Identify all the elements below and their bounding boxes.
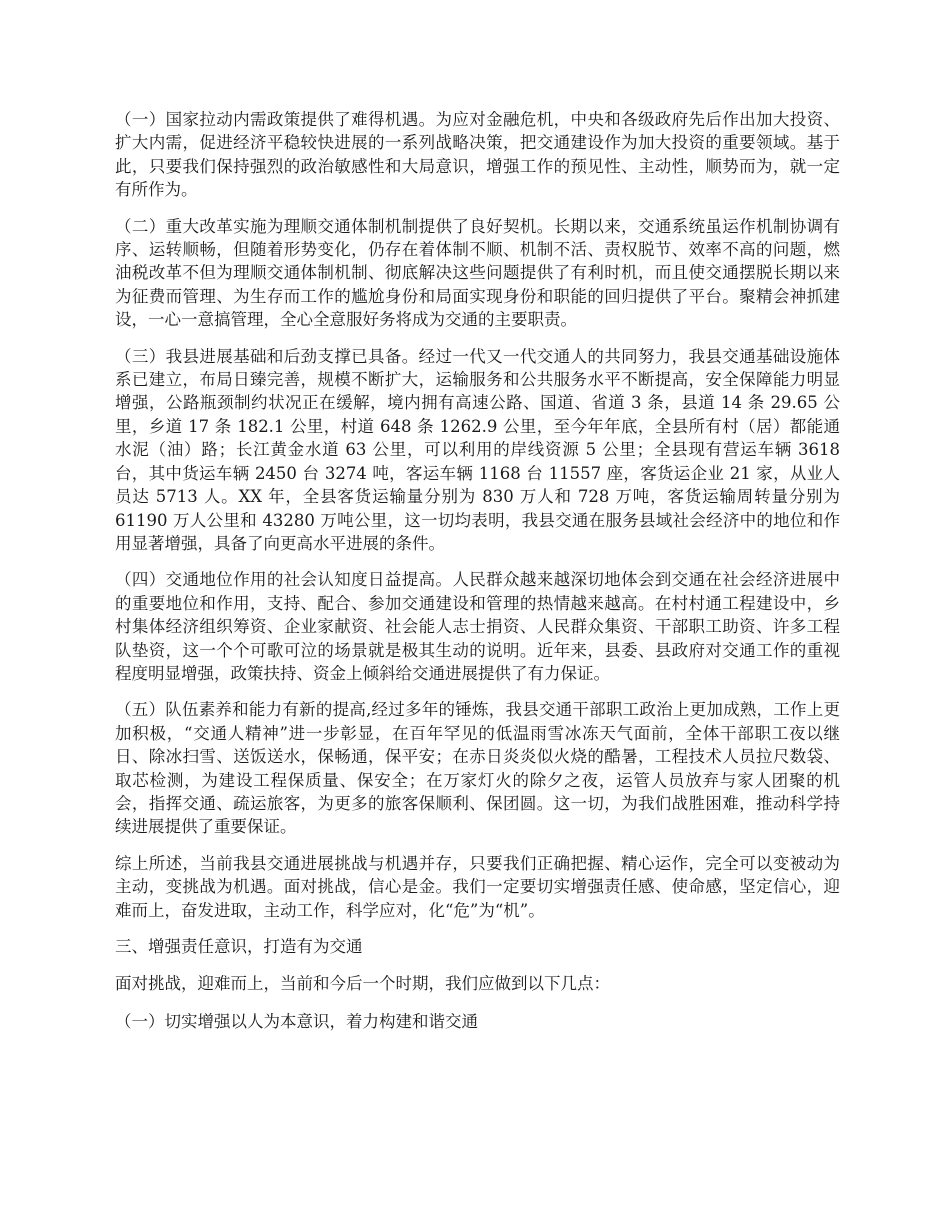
paragraph-opportunity-5: （五）队伍素养和能力有新的提高,经过多年的锤炼，我县交通干部职工政治上更加成熟，工作上更加积极，“交通人精神”进一步彰显，在百年罕见的低温雨雪冰冻天气面前，全体干部职工夜以继日、除冰扫雪、送饭送水，保畅通，保平安；在赤日炎炎似火烧的酷暑，工程技术人员拉尺数袋、取芯检测，为建设工程保质量、保安全；在万家灯火的除夕之夜，运管人员放弃与家人团聚的机会，指挥交通、疏运旅客，为更多的旅客保顺利、保团圆。这一切，为我们战胜困难，推动科学持续进展提供了重要保证。 [115,700,840,837]
paragraph-opportunity-2: （二）重大改革实施为理顺交通体制机制提供了良好契机。长期以来，交通系统虽运作机制协调有序、运转顺畅，但随着形势变化，仍存在着体制不顺、机制不活、责权脱节、效率不高的问题，燃油税改革不但为理顺交通体制机制、彻底解决这些问题提供了有利时机，而且使交通摆脱长期以来为征费而管理、为生存而工作的尴尬身份和局面实现身份和职能的回归提供了平台。聚精会神抓建设，一心一意搞管理，全心全意服好务将成为交通的主要职责。 [115,216,840,330]
paragraph-opportunity-1: （一）国家拉动内需政策提供了难得机遇。为应对金融危机，中央和各级政府先后作出加大投资、扩大内需，促进经济平稳较快进展的一系列战略决策，把交通建设作为加大投资的重要领域。基于此，只要我们保持强烈的政治敏感性和大局意识，增强工作的预见性、主动性，顺势而为，就一定有所作为。 [115,110,840,200]
subsection-heading: （一）切实增强以人为本意识，着力构建和谐交通 [115,1011,478,1031]
paragraph-opportunity-4: （四）交通地位作用的社会认知度日益提高。人民群众越来越深切地体会到交通在社会经济进展中的重要地位和作用，支持、配合、参加交通建设和管理的热情越来越高。在村村通工程建设中，乡村集体经济组织筹资、企业家献资、社会能人志士捐资、人民群众集资、干部职工助资、许多工程队垫资，这一个个可歌可泣的场景就是极其生动的说明。近年来，县委、县政府对交通工作的重视程度明显增强，政策扶持、资金上倾斜给交通进展提供了有力保证。 [115,570,840,683]
paragraph-summary: 综上所述，当前我县交通进展挑战与机遇并存，只要我们正确把握、精心运作，完全可以变被动为主动，变挑战为机遇。面对挑战，信心是金。我们一定要切实增强责任感、使命感，坚定信心，迎难而上，奋发进取，主动工作，科学应对，化“危”为“机”。 [115,853,840,920]
document-body [115,108,840,1047]
paragraph-intro: 面对挑战，迎难而上，当前和今后一个时期，我们应做到以下几点： [115,974,610,994]
section-heading: 三、增强责任意识，打造有为交通 [115,937,363,956]
paragraph-opportunity-3: （三）我县进展基础和后劲支撑已具备。经过一代又一代交通人的共同努力，我县交通基础设施体系已建立，布局日臻完善，规模不断扩大，运输服务和公共服务水平不断提高，安全保障能力明显增强，公路瓶颈制约状况正在缓解，境内拥有高速公路、国道、省道 3 条，县道 14 条 29.65 公里，乡道 17 条 182.1 公里，村道 648 条 1262.9 公里，至今年年底，全县所有村（居）都能通水泥（油）路；长江黄金水道 63 公里，可以利用的岸线资源 5 公里；全县现有营运车辆 3618 台，其中货运车辆 2450 台 3274 吨，客运车辆 1168 台 11557 座，客货运企业 21 家，从业人员达 5713 人。XX 年，全县客货运输量分别为 830 万人和 728 万吨，客货运输周转量分别为 61190 万人公里和 43280 万吨公里，这一切均表明，我县交通在服务县域社会经济中的地位和作用显著增强，具备了向更高水平进展的条件。 [115,346,840,553]
